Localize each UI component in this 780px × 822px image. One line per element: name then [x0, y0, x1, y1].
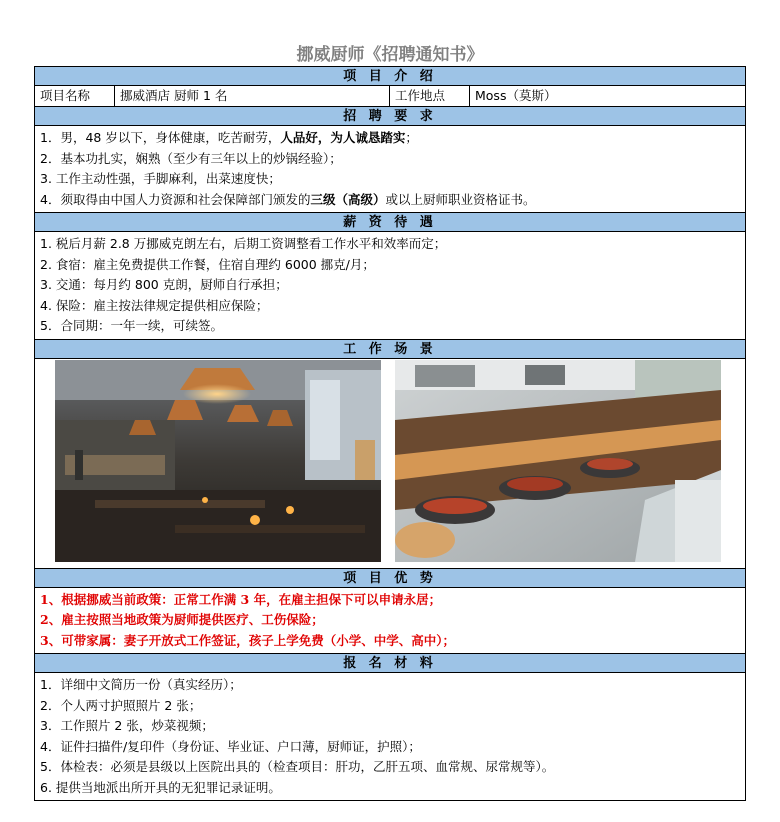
salary-item: 5．合同期：一年一续，可续签。: [40, 318, 223, 333]
project-name-value: 挪威酒店 厨师 1 名: [115, 86, 390, 106]
salary-list: [34, 232, 746, 340]
recruitment-sheet: [34, 66, 746, 801]
advantage-item: 2、雇主按照当地政策为厨师提供医疗、工伤保险；: [40, 612, 324, 627]
section-header-requirements: 招 聘 要 求: [34, 106, 746, 126]
section-header-scene: 工 作 场 景: [34, 339, 746, 359]
requirement-item: 1．男，48 岁以下，身体健康，吃苦耐劳，人品好，为人诚恳踏实；: [40, 130, 418, 145]
work-scene-photos: [34, 359, 746, 569]
salary-item: 2. 食宿：雇主免费提供工作餐，住宿自理约 6000 挪克/月；: [40, 256, 375, 272]
material-item: 6. 提供当地派出所开具的无犯罪记录证明。: [40, 779, 281, 795]
location-value: Moss（莫斯）: [475, 88, 557, 103]
restaurant-dining-photo: [55, 360, 381, 562]
advantage-item: 3、可带家属：妻子开放式工作签证，孩子上学免费（小学、中学、高中）；: [40, 632, 455, 648]
material-item: 5．体检表：必须是县级以上医院出具的（检查项目：肝功，乙肝五项、血常规、尿常规等）。: [40, 759, 555, 774]
section-header-intro: 项 目 介 绍: [34, 66, 746, 86]
material-item: 4．证件扫描件/复印件（身份证、毕业证、户口薄，厨师证，护照）；: [40, 738, 421, 754]
material-item: 2．个人两寸护照照片 2 张；: [40, 697, 202, 713]
requirement-item: 3. 工作主动性强，手脚麻利，出菜速度快；: [40, 171, 281, 186]
salary-item: 4. 保险：雇主按法律规定提供相应保险；: [40, 297, 269, 313]
material-item: 3．工作照片 2 张，炒菜视频；: [40, 718, 214, 733]
document-title: 挪威厨师《招聘通知书》: [296, 45, 484, 65]
location-label: 工作地点: [390, 86, 470, 106]
requirement-item: 4．须取得由中国人力资源和社会保障部门颁发的三级（高级）或以上厨师职业资格证书。: [40, 191, 536, 207]
requirement-item: 2．基本功扎实，娴熟（至少有三年以上的炒锅经验）；: [40, 150, 342, 166]
materials-list: [34, 673, 746, 801]
section-header-materials: 报 名 材 料: [34, 653, 746, 673]
advantages-list: [34, 588, 746, 655]
section-header-salary: 薪 资 待 遇: [34, 212, 746, 232]
section-header-advantages: 项 目 优 势: [34, 568, 746, 588]
requirements-list: [34, 126, 746, 213]
salary-item: 1. 税后月薪 2.8 万挪威克朗左右，后期工资调整看工作水平和效率而定；: [40, 236, 447, 251]
project-name-label: 项目名称: [35, 86, 115, 106]
kitchen-counter-photo: [395, 360, 721, 562]
salary-item: 3. 交通：每月约 800 克朗，厨师自行承担；: [40, 277, 288, 292]
project-info-row: [34, 86, 746, 107]
material-item: 1．详细中文简历一份（真实经历）；: [40, 677, 242, 692]
advantage-item: 1、根据挪威当前政策：正常工作满 3 年，在雇主担保下可以申请永居；: [40, 591, 442, 607]
